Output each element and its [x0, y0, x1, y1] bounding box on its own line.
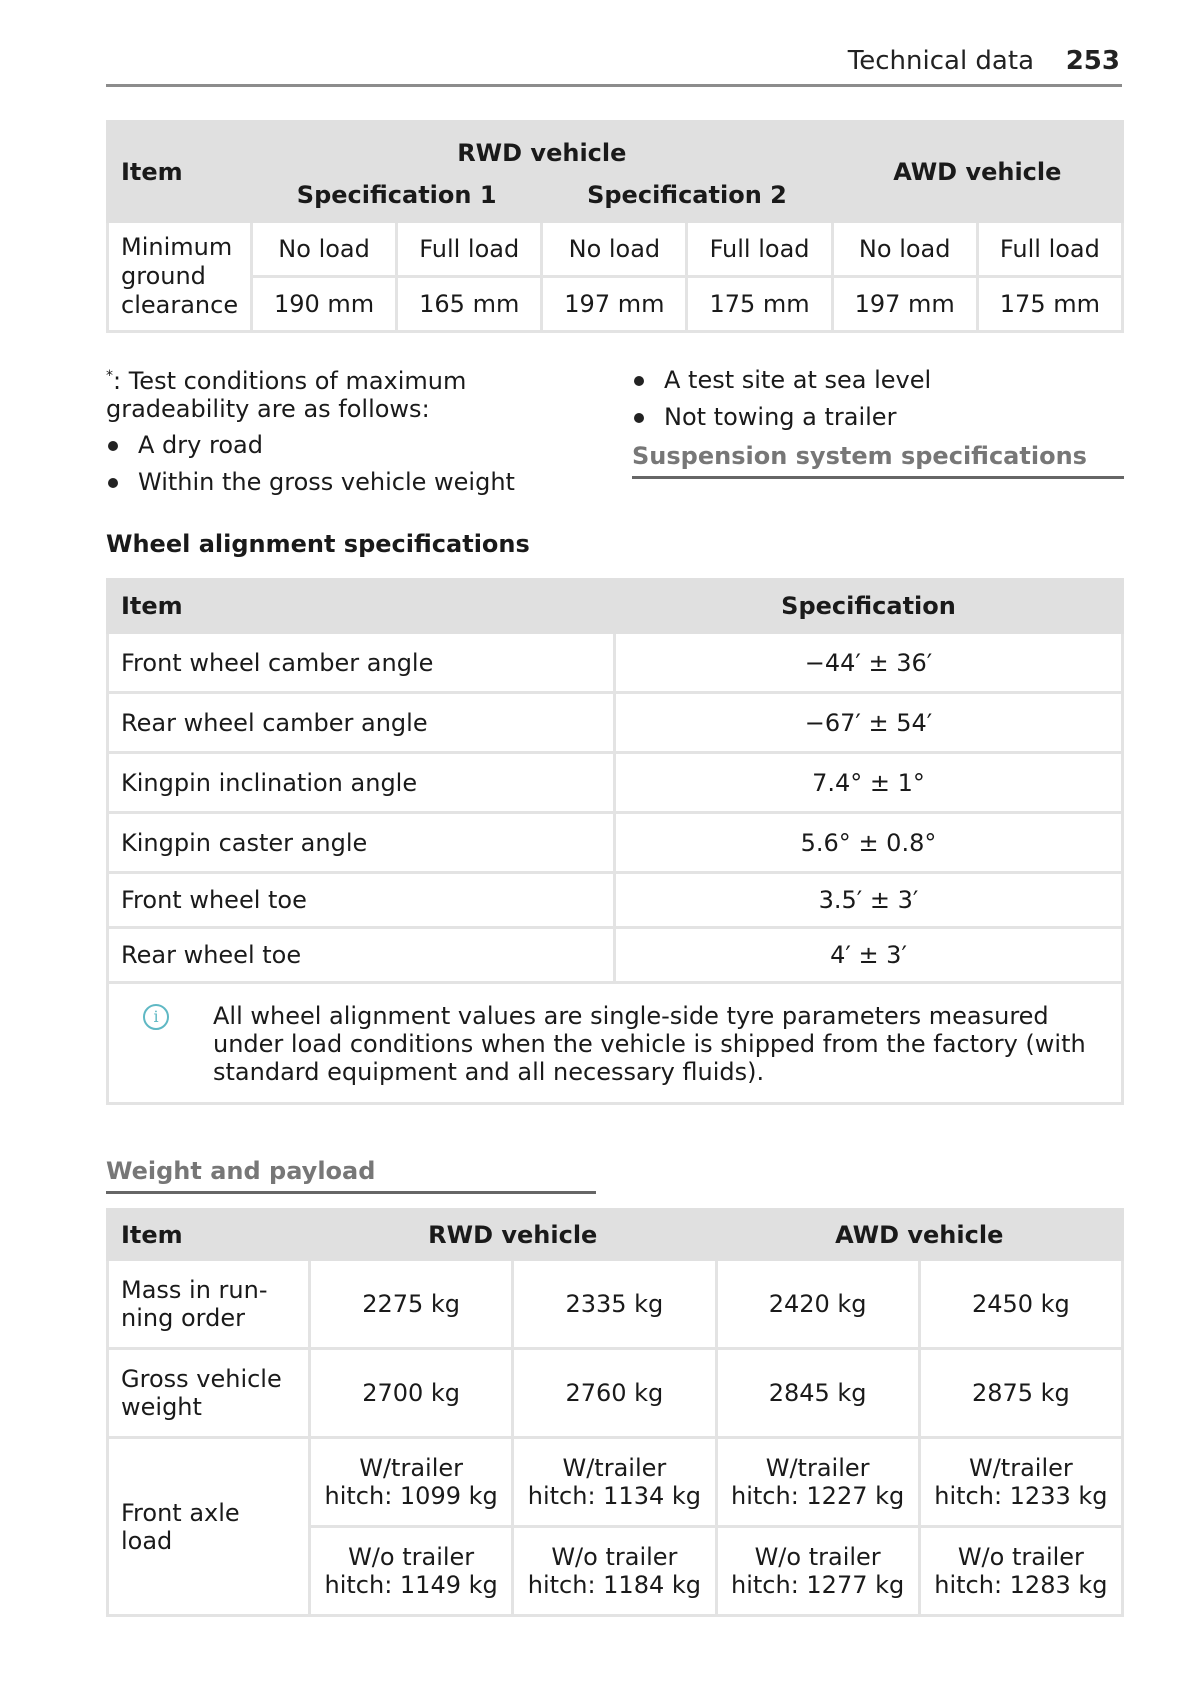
table-row: [108, 1438, 1123, 1527]
load-label: No load: [252, 222, 397, 277]
load-label: Full load: [977, 222, 1122, 277]
info-text: All wheel alignment values are single-side tyre parameters measured under load conditions when the vehicle is shipped from the factory (with standard equipment and all necessary fluids).: [213, 1002, 1086, 1086]
col-rwd: RWD vehicle: [310, 1210, 717, 1260]
list-item: Not towing a trailer: [632, 403, 1124, 431]
alignment-spec: 4′ ± 3′: [615, 928, 1123, 983]
ground-clearance-table: [106, 120, 1124, 333]
clearance-value: 197 mm: [542, 277, 687, 332]
weight-value: 2420 kg: [716, 1260, 919, 1349]
axle-load-without-hitch: W/o trailer hitch: 1149 kg: [310, 1527, 513, 1616]
table-row: [108, 813, 1123, 873]
clearance-value: 190 mm: [252, 277, 397, 332]
weight-value: 2845 kg: [716, 1349, 919, 1438]
gradeability-note-continued: [632, 366, 1124, 440]
col-rwd: RWD vehicle: [252, 122, 833, 169]
table-header-row: [108, 1210, 1123, 1260]
clearance-value: 175 mm: [977, 277, 1122, 332]
note-text: : Test conditions of maximum gradeability are as follows:: [106, 367, 467, 423]
table-header-row: [108, 580, 1123, 633]
wheel-alignment-title: Wheel alignment specifications: [106, 530, 530, 558]
info-icon: i: [143, 1004, 169, 1030]
info-row: [108, 983, 1123, 1104]
list-item: A test site at sea level: [632, 366, 1124, 394]
alignment-spec: 5.6° ± 0.8°: [615, 813, 1123, 873]
weight-value: 2875 kg: [919, 1349, 1122, 1438]
alignment-item: Kingpin inclination angle: [108, 753, 615, 813]
page-header: [106, 44, 1122, 87]
alignment-spec: −67′ ± 54′: [615, 693, 1123, 753]
col-item: Item: [108, 580, 615, 633]
weight-value: 2450 kg: [919, 1260, 1122, 1349]
list-item: Within the gross vehicle weight: [106, 468, 606, 496]
axle-load-with-hitch: W/trailer hitch: 1134 kg: [513, 1438, 716, 1527]
gradeability-note: [106, 362, 606, 505]
table-row: [108, 1349, 1123, 1438]
info-wrap: [133, 1002, 1097, 1086]
col-specification: Specification: [615, 580, 1123, 633]
load-label: Full load: [397, 222, 542, 277]
axle-load-with-hitch: W/trailer hitch: 1099 kg: [310, 1438, 513, 1527]
weight-value: 2335 kg: [513, 1260, 716, 1349]
alignment-item: Rear wheel toe: [108, 928, 615, 983]
table-row: [108, 633, 1123, 693]
col-spec1: Specification 1: [252, 169, 542, 222]
alignment-item: Rear wheel camber angle: [108, 693, 615, 753]
axle-load-without-hitch: W/o trailer hitch: 1277 kg: [716, 1527, 919, 1616]
wheel-alignment-table: [106, 578, 1124, 1105]
note-intro: [106, 362, 606, 423]
weight-value: 2760 kg: [513, 1349, 716, 1438]
load-label: Full load: [687, 222, 832, 277]
footnote-marker: *: [106, 368, 113, 384]
table-row: [108, 1260, 1123, 1349]
col-item: Item: [108, 1210, 310, 1260]
weight-value: 2700 kg: [310, 1349, 513, 1438]
alignment-item: Kingpin caster angle: [108, 813, 615, 873]
col-item: Item: [108, 122, 252, 222]
row-label: Minimum ground clearance: [108, 222, 252, 332]
weight-item: Gross vehicle weight: [108, 1349, 310, 1438]
clearance-value: 197 mm: [832, 277, 977, 332]
info-note: [108, 983, 1123, 1104]
table-row: [108, 753, 1123, 813]
page-number: 253: [1065, 46, 1120, 76]
col-spec2: Specification 2: [542, 169, 832, 222]
list-item: A dry road: [106, 431, 606, 459]
note-bullets: [106, 431, 606, 496]
suspension-heading: Suspension system specifications: [632, 442, 1124, 479]
col-awd: AWD vehicle: [716, 1210, 1123, 1260]
table-header-row: [108, 122, 1123, 169]
axle-load-with-hitch: W/trailer hitch: 1227 kg: [716, 1438, 919, 1527]
table-row: [108, 693, 1123, 753]
weight-item: Mass in run-ning order: [108, 1260, 310, 1349]
clearance-value: 175 mm: [687, 277, 832, 332]
alignment-item: Front wheel toe: [108, 873, 615, 928]
table-row: [108, 222, 1123, 277]
alignment-spec: 3.5′ ± 3′: [615, 873, 1123, 928]
load-label: No load: [542, 222, 687, 277]
table-row: [108, 277, 1123, 332]
col-awd: AWD vehicle: [832, 122, 1122, 222]
alignment-spec: −44′ ± 36′: [615, 633, 1123, 693]
table-row: [108, 928, 1123, 983]
weight-heading: Weight and payload: [106, 1157, 596, 1194]
load-label: No load: [832, 222, 977, 277]
axle-load-without-hitch: W/o trailer hitch: 1283 kg: [919, 1527, 1122, 1616]
axle-load-without-hitch: W/o trailer hitch: 1184 kg: [513, 1527, 716, 1616]
table-row: [108, 873, 1123, 928]
alignment-spec: 7.4° ± 1°: [615, 753, 1123, 813]
weight-item: Front axle load: [108, 1438, 310, 1616]
weight-table: [106, 1208, 1124, 1617]
clearance-value: 165 mm: [397, 277, 542, 332]
weight-value: 2275 kg: [310, 1260, 513, 1349]
section-title: Technical data: [847, 46, 1034, 76]
alignment-item: Front wheel camber angle: [108, 633, 615, 693]
axle-load-with-hitch: W/trailer hitch: 1233 kg: [919, 1438, 1122, 1527]
